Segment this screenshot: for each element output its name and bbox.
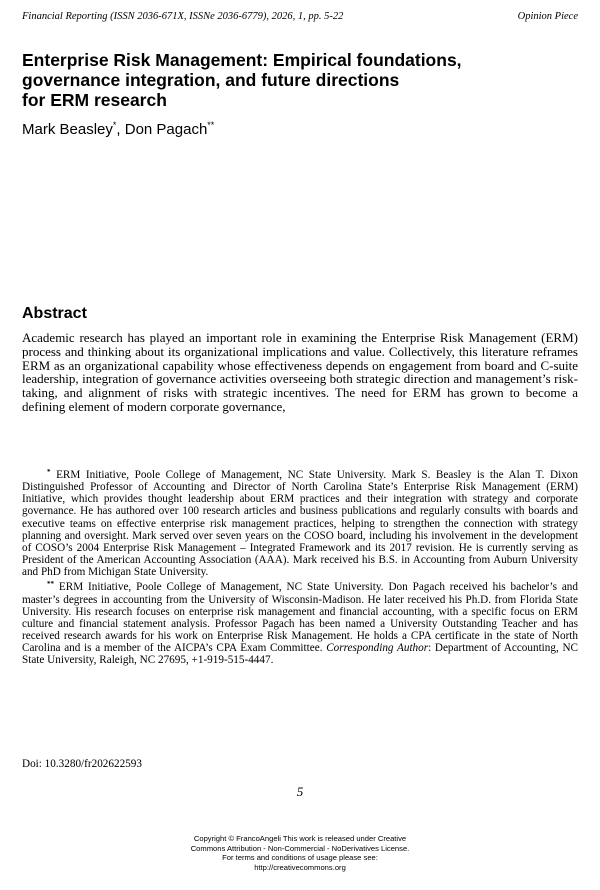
- footnote-text: ERM Initiative, Poole College of Management, NC State University. Mark S. Beasley is the Alan T. Dixon Distinguished Professor of Accounting and Director of North Carolina State’s Enterprise Risk Management (ERM) Initiative, which provides thought leadership about ERM practices and their integration with strategy and corporate governance. He has authored over 100 research articles and business publications and regularly consults with boards and executive teams on effective enterprise risk management practices, helping to strengthen the connection with strategy planning and oversight. Mark served over seven years on the COSO board, including his involvement in the development of COSO’s 2004 Enterprise Risk Management – Integrated Framework and its 2017 revision. He is currently serving as President of the American Accounting Association (AAA). Mark received his B.S. in Accounting from Auburn University and PhD from Michigan State University.: [22, 469, 578, 579]
- footnote: [22, 578, 578, 666]
- license-line: For terms and conditions of usage please see:: [222, 853, 378, 863]
- article-title: [22, 50, 582, 110]
- doi: Doi: 10.3280/fr202622593: [22, 758, 142, 770]
- corresponding-author-address: : Department of Accounting, NC State University, Raleigh, NC 27695, +1-919-515-4447.: [22, 642, 578, 667]
- author-name: Don Pagach: [124, 121, 208, 138]
- title-line: for ERM research: [22, 90, 167, 110]
- author-list: [22, 120, 214, 138]
- license-notice: [0, 834, 600, 872]
- author-footnote-mark: **: [207, 120, 215, 130]
- footnote-mark: **: [47, 580, 54, 589]
- title-line: Enterprise Risk Management: Empirical foundations,: [22, 50, 462, 70]
- journal-citation: Financial Reporting (ISSN 2036-671X, ISSNe 2036-6779), 2026, 1, pp. 5-22: [22, 11, 344, 22]
- page-number: 5: [296, 784, 304, 799]
- author-separator: ,: [116, 121, 125, 138]
- title-line: governance integration, and future directions: [22, 70, 400, 90]
- footnote: [22, 466, 578, 578]
- footnote-text: ERM Initiative, Poole College of Management, NC State University. Don Pagach received his bachelor’s and master’s degrees in accounting from the University of Wisconsin-Madison. He later received his Ph.D. from Florida State University. His research focuses on enterprise risk management and financial accounting, with a specific focus on ERM culture and financial statement analysis. Professor Pagach has been named a University Outstanding Teacher and has received research awards for his work on Enterprise Risk Management. He holds a CPA certificate in the state of North Carolina and is a member of the AICPA’s CPA Exam Committee.: [22, 581, 578, 655]
- author-footnote-mark: *: [112, 120, 117, 130]
- abstract-heading: Abstract: [22, 305, 87, 322]
- running-header: [22, 11, 578, 22]
- author-name: Mark Beasley: [22, 121, 113, 138]
- footnote-mark: *: [47, 468, 51, 476]
- article-type: Opinion Piece: [517, 11, 578, 22]
- license-line: Copyright © FrancoAngeli This work is released under Creative: [193, 834, 407, 843]
- footnotes: [22, 466, 578, 667]
- abstract-text: Academic research has played an important role in examining the Enterprise Risk Management (ERM) process and thinking about its organizational implications and value. Collectively, this literature reframes ERM as an organizational capability whose effectiveness depends on engagement from board and C-suite leadership, integration of governance activities overseeing both strategic direction and management’s risk-taking, and alignment of risks with strategic incentives. The need for ERM has grown to become a defining element of modern corporate governance,: [22, 330, 578, 414]
- license-line: Commons Attribution - Non-Commercial - NoDerivatives License.: [190, 843, 410, 853]
- license-link[interactable]: http://creativecommons.org: [254, 862, 346, 872]
- corresponding-author-label: Corresponding Author: [326, 642, 429, 655]
